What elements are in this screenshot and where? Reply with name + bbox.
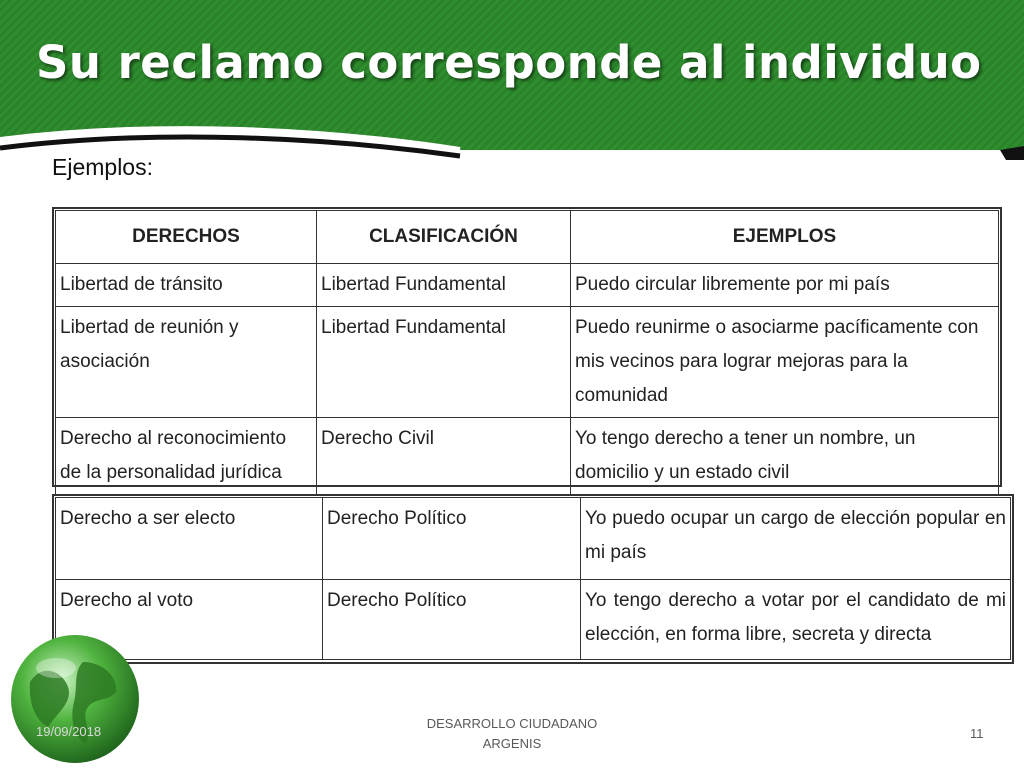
table-row bbox=[56, 307, 999, 418]
footer-title bbox=[412, 714, 612, 754]
subtitle: Ejemplos: bbox=[52, 154, 153, 180]
cell-clasificacion: Libertad Fundamental bbox=[317, 307, 571, 418]
cell-ejemplo: Puedo circular libremente por mi país bbox=[571, 264, 999, 307]
cell-ejemplo: Yo tengo derecho a votar por el candidato de mi elección, en forma libre, secreta y directa bbox=[581, 580, 1011, 660]
table-row bbox=[56, 264, 999, 307]
cell-derecho: Libertad de tránsito bbox=[56, 264, 317, 307]
cell-clasificacion: Derecho Civil bbox=[317, 418, 571, 495]
table-row bbox=[56, 580, 1011, 660]
table-row bbox=[56, 498, 1011, 580]
cell-ejemplo: Yo tengo derecho a tener un nombre, un domicilio y un estado civil bbox=[571, 418, 999, 495]
cell-derecho: Libertad de reunión y asociación bbox=[56, 307, 317, 418]
page-number: 11 bbox=[970, 726, 984, 741]
header-clasificacion: CLASIFICACIÓN bbox=[317, 211, 571, 264]
cell-clasificacion: Libertad Fundamental bbox=[317, 264, 571, 307]
footer-date: 19/09/2018 bbox=[36, 724, 102, 739]
globe-icon bbox=[8, 632, 142, 766]
cell-derecho: Derecho al voto bbox=[56, 580, 323, 660]
cell-clasificacion: Derecho Político bbox=[323, 498, 581, 580]
cell-derecho: Derecho al reconocimiento de la personalidad jurídica bbox=[56, 418, 317, 495]
footer-line-2: ARGENIS bbox=[482, 736, 542, 751]
footer-line-1: DESARROLLO CIUDADANO bbox=[426, 716, 598, 731]
cell-derecho: Derecho a ser electo bbox=[56, 498, 323, 580]
header-derechos: DERECHOS bbox=[56, 211, 317, 264]
slide-title: Su reclamo corresponde al individuo bbox=[36, 36, 982, 89]
header-ejemplos: EJEMPLOS bbox=[571, 211, 999, 264]
cell-ejemplo: Yo puedo ocupar un cargo de elección popular en mi país bbox=[581, 498, 1011, 580]
cell-ejemplo: Puedo reunirme o asociarme pacíficamente con mis vecinos para lograr mejoras para la comunidad bbox=[571, 307, 999, 418]
rights-table-continued bbox=[55, 497, 1011, 660]
table-row bbox=[56, 418, 999, 495]
header-band bbox=[0, 0, 1024, 160]
table-header-row bbox=[56, 211, 999, 264]
cell-clasificacion: Derecho Político bbox=[323, 580, 581, 660]
rights-table bbox=[55, 210, 999, 495]
